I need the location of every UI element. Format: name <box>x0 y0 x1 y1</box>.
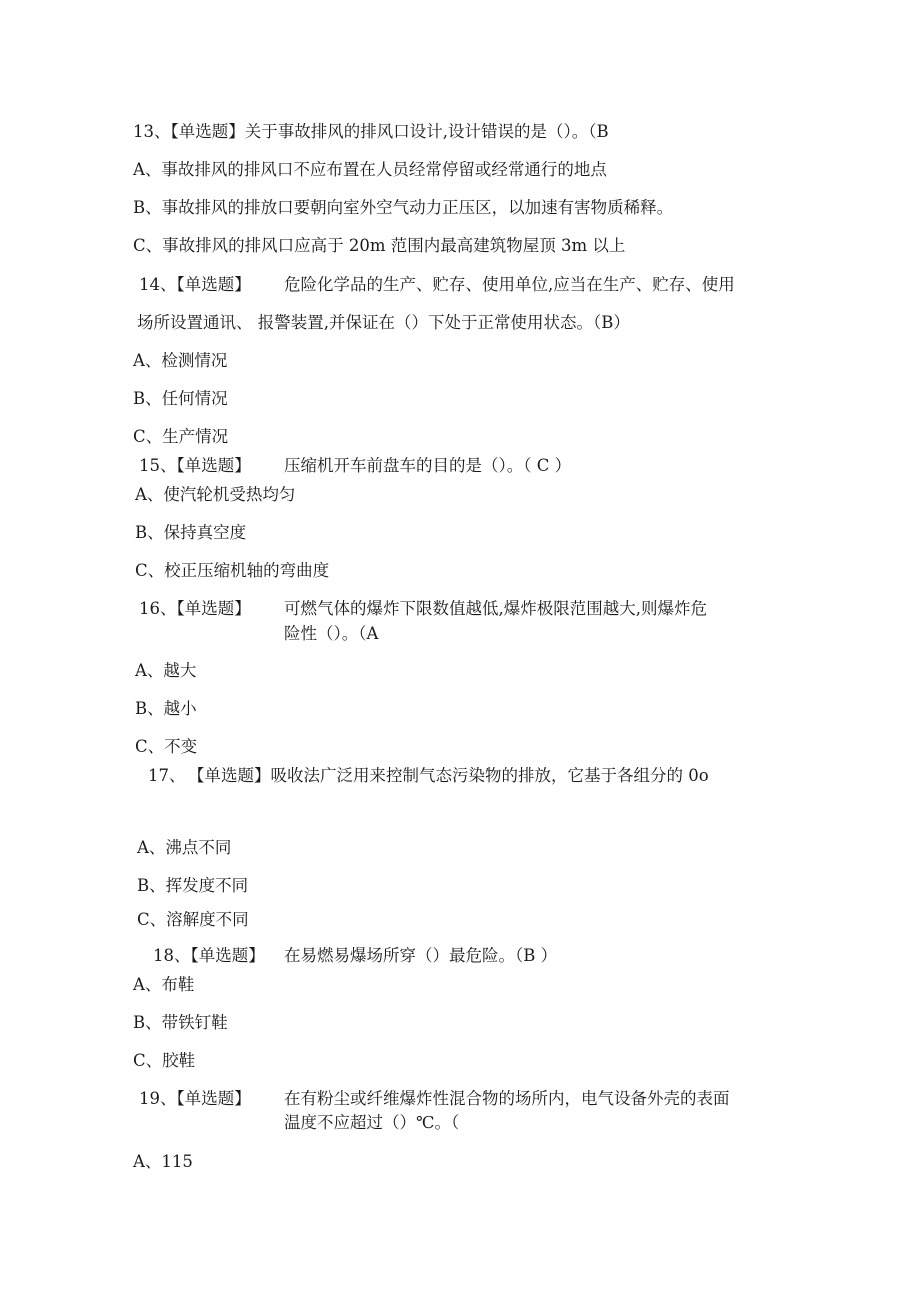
q14-question-line2: 场所设置通讯、 报警装置,并保证在（）下处于正常使用状态。（B） <box>137 313 630 332</box>
q14-question-line1: 危险化学品的生产、贮存、使用单位,应当在生产、贮存、使用 <box>284 275 735 294</box>
q19-number: 19、【单选题】 <box>139 1089 251 1108</box>
q18-option-a: A、布鞋 <box>133 975 195 994</box>
q14-option-b: B、任何情况 <box>133 389 228 408</box>
q13-option-b: B、事故排风的排放口要朝向室外空气动力正压区，以加速有害物质稀释。 <box>133 198 674 217</box>
q15-question: 压缩机开车前盘车的目的是（）。（ C ） <box>284 456 572 475</box>
q14-option-a: A、检测情况 <box>133 351 228 370</box>
q19-question-line2: 温度不应超过（）℃。（ <box>284 1113 460 1132</box>
q14-number: 14、【单选题】 <box>139 275 251 294</box>
q18-option-c: C、胶鞋 <box>133 1051 196 1070</box>
q19-question-line1: 在有粉尘或纤维爆炸性混合物的场所内，电气设备外壳的表面 <box>284 1089 730 1108</box>
q16-number: 16、【单选题】 <box>139 599 251 618</box>
q16-option-b: B、越小 <box>135 699 197 718</box>
q15-option-c: C、校正压缩机轴的弯曲度 <box>135 561 330 580</box>
q17-number: 17、 <box>148 766 186 785</box>
q13-option-a: A、事故排风的排风口不应布置在人员经常停留或经常通行的地点 <box>133 160 607 179</box>
q17-option-c: C、溶解度不同 <box>137 910 249 929</box>
q15-option-b: B、保持真空度 <box>135 523 247 542</box>
q18-number: 18、【单选题】 <box>153 946 265 965</box>
q13-title: 13、【单选题】关于事故排风的排风口设计,设计错误的是（）。（B <box>133 122 609 141</box>
q16-question-line2: 险性（）。（A <box>284 624 379 643</box>
q16-option-a: A、越大 <box>135 661 197 680</box>
q16-question-line1: 可燃气体的爆炸下限数值越低,爆炸极限范围越大,则爆炸危 <box>284 599 707 618</box>
q14-option-c: C、生产情况 <box>133 427 229 446</box>
q15-number: 15、【单选题】 <box>139 456 251 475</box>
q17-option-b: B、挥发度不同 <box>137 876 249 895</box>
q13-option-c: C、事故排风的排风口应高于 20m 范围内最高建筑物屋顶 3m 以上 <box>133 236 626 255</box>
q17-option-a: A、沸点不同 <box>137 838 232 857</box>
q18-question: 在易燃易爆场所穿（）最危险。（B ） <box>284 946 558 965</box>
q18-option-b: B、带铁钉鞋 <box>133 1013 228 1032</box>
q19-option-a: A、115 <box>133 1152 193 1171</box>
q15-option-a: A、使汽轮机受热均匀 <box>135 485 296 504</box>
q16-option-c: C、不变 <box>135 737 198 756</box>
q17-question: 【单选题】吸收法广泛用来控制气态污染物的排放，它基于各组分的 0o <box>188 766 709 785</box>
